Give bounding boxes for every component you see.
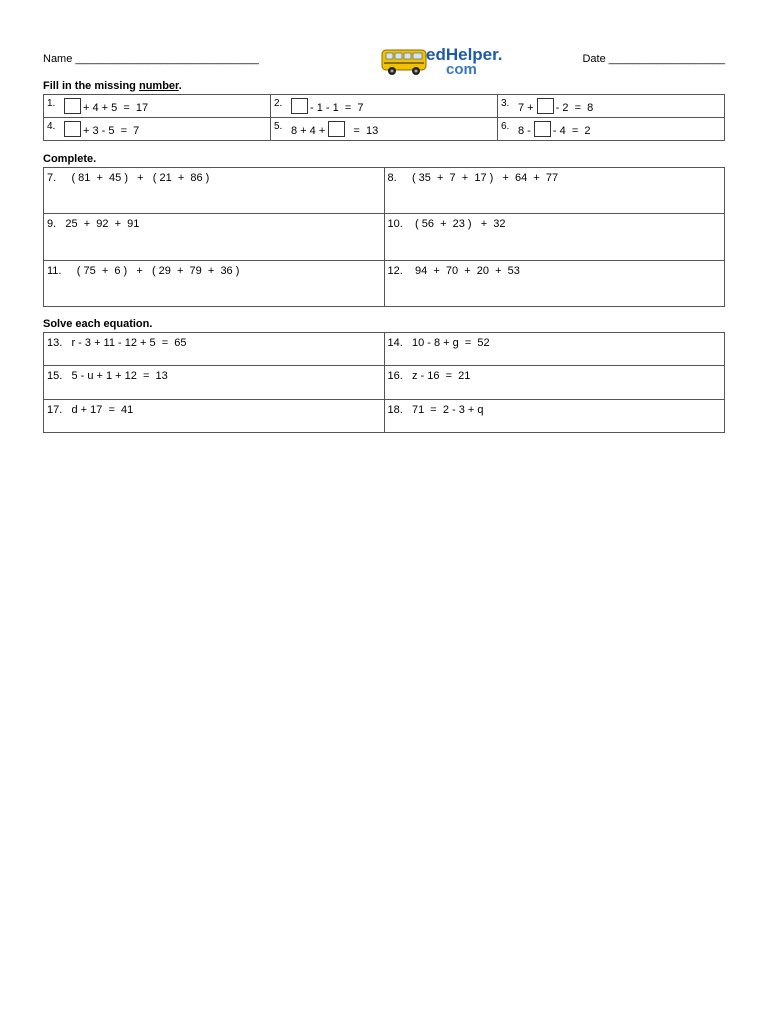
section-1-title-suffix: . (178, 80, 182, 92)
problem-text-after: = 13 (347, 125, 379, 137)
problem-text-after: - 2 = 8 (555, 102, 594, 114)
problem-number: 6. (501, 121, 510, 132)
solve-equation-table (43, 332, 725, 433)
problem-cell (44, 400, 385, 433)
section-1-title (43, 80, 182, 92)
answer-box[interactable] (328, 121, 345, 137)
problem-text-before: 8 + 4 + (291, 125, 329, 137)
problem-text: 15. 5 - u + 1 + 12 = 13 (47, 370, 168, 382)
problem-text-after: + 3 - 5 = 7 (83, 125, 140, 137)
problem-text-before: 8 - (518, 125, 534, 137)
section-3-title: Solve each equation. (43, 318, 153, 330)
problem-text: 12. 94 + 70 + 20 + 53 (387, 265, 520, 277)
answer-box[interactable] (291, 98, 308, 114)
edhelper-logo (380, 40, 510, 80)
answer-box[interactable] (64, 98, 81, 114)
problem-number: 4. (47, 121, 56, 132)
logo-text-bottom: com (446, 61, 477, 78)
logo-text-top: edHelper. (426, 45, 503, 64)
problem-cell (44, 333, 385, 366)
problem-cell (498, 118, 725, 141)
problem-cell (498, 95, 725, 118)
answer-box[interactable] (534, 121, 551, 137)
section-1-title-underlined: number (138, 80, 179, 92)
missing-number-table (43, 94, 725, 141)
complete-table (43, 167, 725, 307)
problem-cell (44, 118, 271, 141)
name-field-label: Name ______________________________ (43, 53, 259, 65)
problem-number: 5. (274, 121, 283, 132)
problem-number: 1. (47, 98, 56, 109)
problem-text: 16. z - 16 = 21 (387, 370, 471, 382)
problem-text: 17. d + 17 = 41 (47, 404, 134, 416)
problem-cell (384, 261, 725, 307)
problem-text: 7. ( 81 + 45 ) + ( 21 + 86 ) (47, 172, 210, 184)
problem-cell (384, 168, 725, 214)
school-bus-icon (380, 40, 510, 80)
answer-box[interactable] (537, 98, 554, 114)
problem-text-before: 7 + (518, 102, 537, 114)
problem-text: 9. 25 + 92 + 91 (47, 218, 140, 230)
problem-number: 2. (274, 98, 283, 109)
problem-text: 11. ( 75 + 6 ) + ( 29 + 79 + 36 ) (47, 265, 240, 277)
problem-text-after: - 1 - 1 = 7 (310, 102, 364, 114)
problem-text: 8. ( 35 + 7 + 17 ) + 64 + 77 (387, 172, 559, 184)
problem-number: 3. (501, 98, 510, 109)
problem-cell (384, 333, 725, 366)
problem-cell (44, 214, 385, 261)
problem-text: 14. 10 - 8 + g = 52 (387, 337, 490, 349)
problem-cell (384, 366, 725, 400)
worksheet-header (43, 40, 725, 80)
problem-text: 13. r - 3 + 11 - 12 + 5 = 65 (47, 337, 187, 349)
problem-cell (384, 214, 725, 261)
problem-cell (44, 95, 271, 118)
problem-cell (384, 400, 725, 433)
problem-cell (271, 95, 498, 118)
answer-box[interactable] (64, 121, 81, 137)
problem-cell (44, 261, 385, 307)
problem-text-after: - 4 = 2 (552, 125, 591, 137)
section-1-title-prefix: Fill in the missing (43, 80, 139, 92)
problem-cell (44, 366, 385, 400)
problem-cell (44, 168, 385, 214)
problem-text: 10. ( 56 + 23 ) + 32 (387, 218, 506, 230)
problem-cell (271, 118, 498, 141)
problem-text: 18. 71 = 2 - 3 + q (387, 404, 484, 416)
date-field-label: Date ___________________ (582, 53, 725, 65)
section-2-title: Complete. (43, 153, 97, 165)
problem-text-after: + 4 + 5 = 17 (83, 102, 149, 114)
